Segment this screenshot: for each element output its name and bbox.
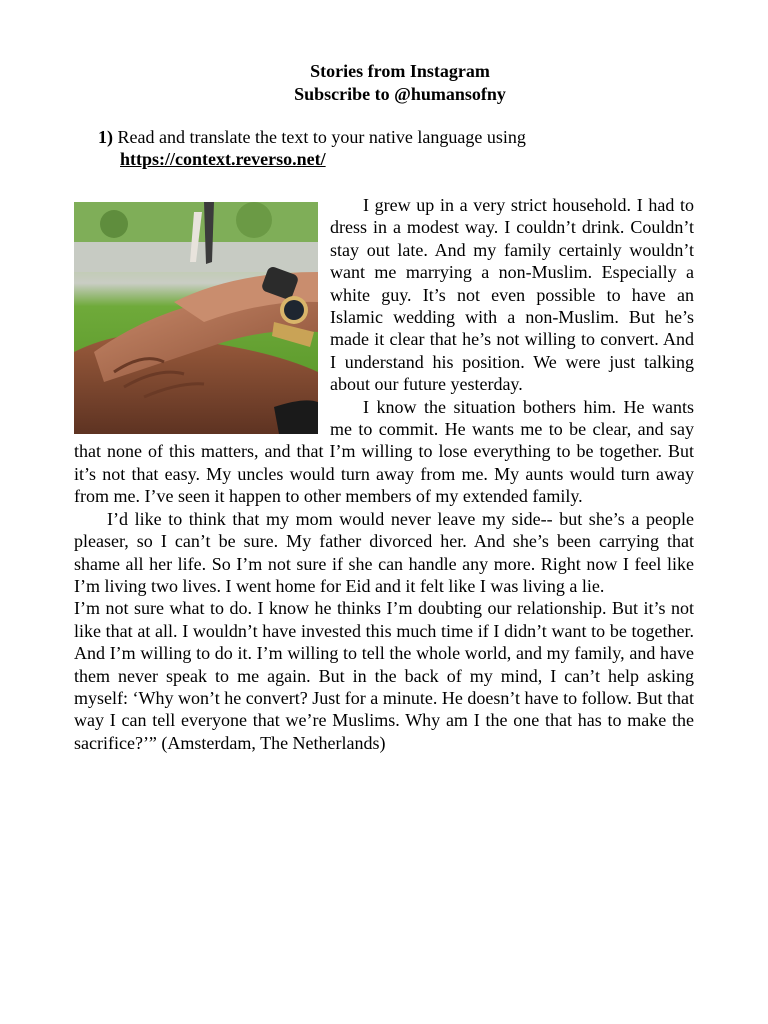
story-paragraph-3: I’d like to think that my mom would never leave my side-- but she’s a people pleaser, so I can’t be sure. My father divorced her. And she’s been carrying that shame all her life. So I’m not sure if she can handle any more. Right now I feel like I’m living two lives. I went home for Eid and it felt like I was living a lie.: [74, 508, 694, 596]
document-title: Stories from Instagram: [310, 61, 490, 81]
document-subtitle: Subscribe to @humansofny: [294, 84, 506, 104]
task-number: 1): [98, 127, 113, 147]
story-paragraph-2: I know the situation bothers him. He wants me to commit. He wants me to be clear, and say that none of this matters, and that I’m willing to lose everything to be together. But it’s not that easy. My uncles would turn away from me. My aunts would turn away from me. I’ve seen it happen to other members of my extended family.: [74, 396, 694, 507]
task-instruction: [98, 126, 718, 170]
photo-illustration: [74, 202, 318, 434]
story-article: [74, 194, 694, 754]
reverso-link[interactable]: https://context.reverso.net/: [120, 149, 326, 169]
story-paragraph-4: I’m not sure what to do. I know he thinks I’m doubting our relationship. But it’s not like that at all. I wouldn’t have invested this much time if I didn’t want to be together. And I’m willing to do it. I’m willing to tell the whole world, and my family, and have them never speak to me again. But in the back of my mind, I can’t help asking myself: ‘Why won’t he convert? Just for a minute. He doesn’t have to follow. But that way I can tell everyone that we’re Muslims. Why am I the one that has to make the sacrifice?’” (Amsterdam, The Netherlands): [74, 598, 694, 753]
story-paragraph-1: I grew up in a very strict household. I had to dress in a modest way. I couldn’t drink. Couldn’t stay out late. And my family certainly wouldn’t want me marrying a non-Muslim. Especially a white guy. It’s not even possible to have an Islamic wedding with a non-Muslim. But he’s made it clear that he’s not willing to convert. And I understand his position. We were just talking about our future yesterday.: [330, 195, 694, 395]
title-block: [0, 60, 768, 106]
task-text: Read and translate the text to your native language using: [117, 127, 526, 147]
hands-on-shoulder-photo: [74, 202, 318, 434]
